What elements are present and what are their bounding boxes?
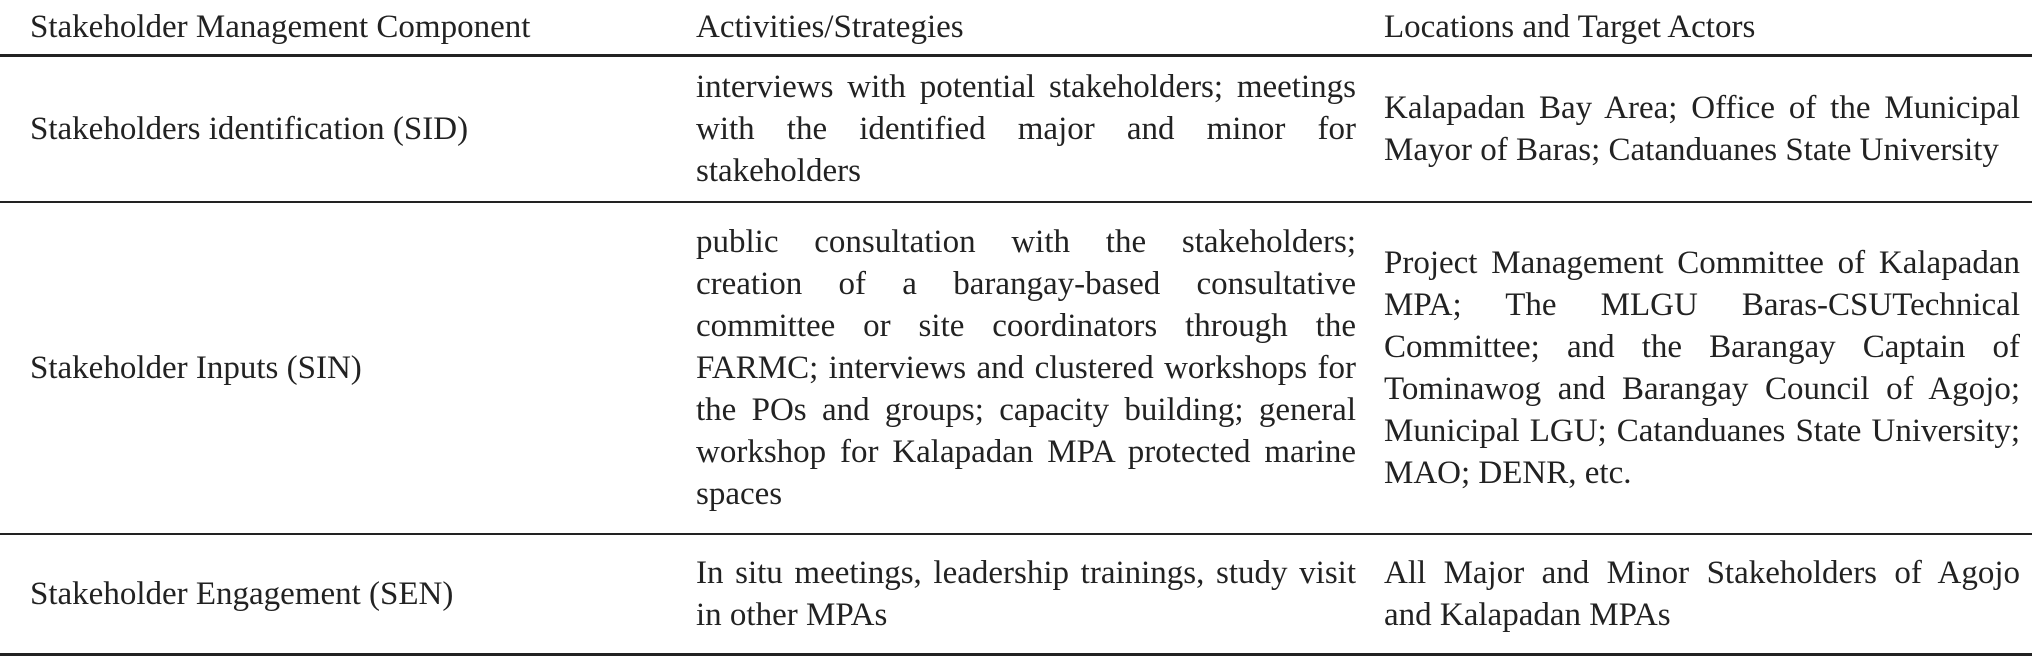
component-cell: Stakeholder Inputs (SIN): [0, 202, 688, 534]
activities-cell: public consultation with the stakeholders; creation of a barangay-based consultative committee or site coordinators through the FARMC; interviews and clustered workshops for the POs and groups; capacity building; general workshop for Kalapadan MPA protected marine spaces: [688, 202, 1376, 534]
column-header-activities: Activities/Strategies: [688, 0, 1376, 56]
table-header-row: [0, 0, 2032, 56]
activities-cell: In situ meetings, leadership trainings, study visit in other MPAs: [688, 534, 1376, 655]
column-header-component: Stakeholder Management Component: [0, 0, 688, 56]
locations-cell: Project Management Committee of Kalapadan MPA; The MLGU Baras-CSUTechnical Committee; and the Barangay Captain of Tominawog and Barangay Council of Agojo; Municipal LGU; Catanduanes State University; MAO; DENR, etc.: [1376, 202, 2032, 534]
table-row: [0, 56, 2032, 203]
locations-cell: All Major and Minor Stakeholders of Agojo and Kalapadan MPAs: [1376, 534, 2032, 655]
activities-cell: interviews with potential stakeholders; meetings with the identified major and minor for stakeholders: [688, 56, 1376, 203]
locations-cell: Kalapadan Bay Area; Office of the Municipal Mayor of Baras; Catanduanes State University: [1376, 56, 2032, 203]
component-cell: Stakeholder Engagement (SEN): [0, 534, 688, 655]
table-row: [0, 202, 2032, 534]
table-row: [0, 534, 2032, 655]
column-header-locations: Locations and Target Actors: [1376, 0, 2032, 56]
component-cell: Stakeholders identification (SID): [0, 56, 688, 203]
